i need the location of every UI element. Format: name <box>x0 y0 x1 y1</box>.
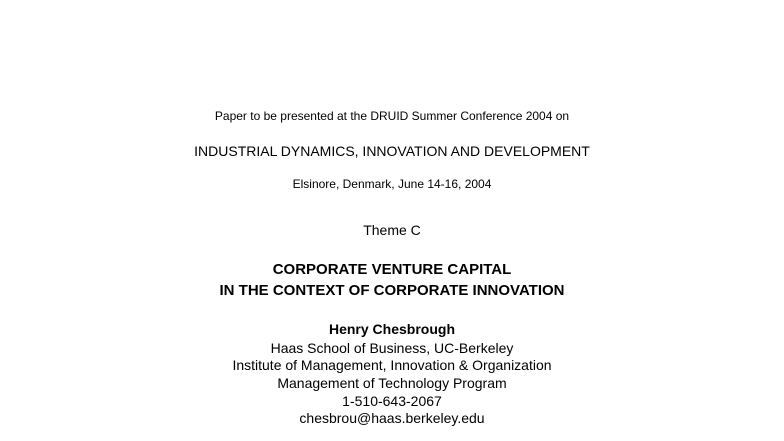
author-program: Management of Technology Program <box>277 375 507 391</box>
location-date: Elsinore, Denmark, June 14-16, 2004 <box>292 177 492 191</box>
author-phone: 1-510-643-2067 <box>342 393 442 409</box>
author-school: Haas School of Business, UC-Berkeley <box>270 340 514 356</box>
conference-title: INDUSTRIAL DYNAMICS, INNOVATION AND DEVELOPMENT <box>194 143 590 159</box>
paper-title-line-2: IN THE CONTEXT OF CORPORATE INNOVATION <box>219 282 565 299</box>
author-name: Henry Chesbrough <box>328 321 455 337</box>
author-institute: Institute of Management, Innovation & Organization <box>232 357 552 373</box>
presented-line: Paper to be presented at the DRUID Summer Conference 2004 on <box>214 109 570 123</box>
paper-title-line-1: CORPORATE VENTURE CAPITAL <box>272 261 512 278</box>
theme-label: Theme C <box>363 222 421 238</box>
author-email: chesbrou@haas.berkeley.edu <box>299 410 485 426</box>
